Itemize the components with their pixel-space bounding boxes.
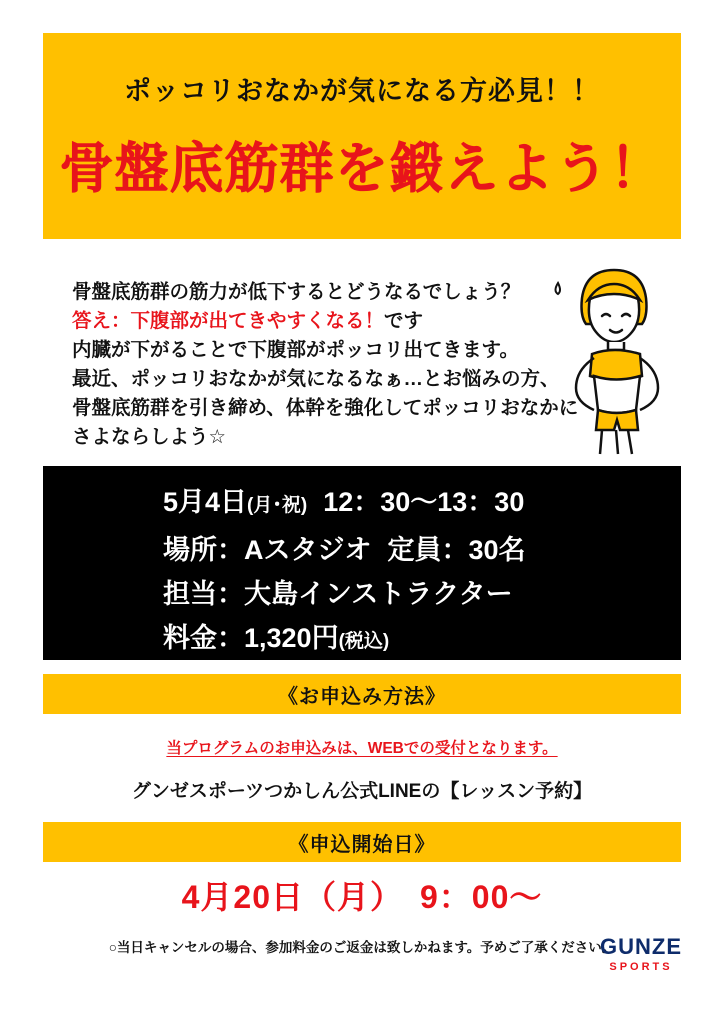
event-date-weekday: (月･祝) [247, 495, 308, 516]
event-fee-row [43, 616, 681, 664]
logo-main-text: GUNZE [600, 934, 682, 959]
apply-method-bar: 《お申込み方法》 [43, 674, 681, 714]
copy-line-5: 骨盤底筋群を引き締め、体幹を強化してポッコリおなかに [72, 397, 579, 419]
copy-line-2-suffix: です [384, 310, 424, 332]
event-place: 場所：Aスタジオ [163, 535, 372, 565]
event-details-box [43, 466, 681, 660]
event-capacity: 定員：30名 [387, 535, 526, 565]
body-copy [72, 278, 579, 452]
copy-line-1: 骨盤底筋群の筋力が低下するとどうなるでしょう？ [72, 281, 521, 303]
event-time: 12：30〜13：30 [323, 487, 525, 517]
event-date: 5月4日 [163, 487, 248, 517]
copy-line-2 [72, 307, 502, 336]
event-fee-note: (税込) [338, 631, 390, 652]
application-start-date: 4月20日（月） 9：00〜 [181, 879, 543, 915]
cancellation-note: ○当日キャンセルの場合、参加料金のご返金は致しかねます。予めご了承ください。 [108, 940, 616, 955]
application-start-bar: 《申込開始日》 [43, 822, 681, 862]
event-date-time-row [43, 480, 681, 528]
copy-line-6: さよならしよう☆ [72, 426, 226, 448]
page-title: 骨盤底筋群を鍛えよう！ [59, 139, 665, 199]
header-subtitle: ポッコリおなかが気になる方必見！！ [124, 76, 600, 106]
logo-sub-text: SPORTS [609, 961, 673, 973]
gunze-sports-logo [600, 936, 682, 973]
woman-hands-on-hips-icon [540, 258, 690, 458]
event-place-row [43, 528, 681, 572]
copy-line-2-emphasis: 答え：下腹部が出てきやすくなる！ [72, 310, 385, 332]
header-banner [43, 33, 681, 239]
event-instructor: 担当：大島インストラクター [163, 579, 513, 609]
apply-web-note: 当プログラムのお申込みは、WEBでの受付となります。 [166, 740, 558, 757]
copy-line-4: 最近、ポッコリおなかが気になるなぁ…とお悩みの方、 [72, 368, 560, 390]
apply-line-reservation: グンゼスポーツつかしん公式LINEの【レッスン予約】 [131, 781, 593, 802]
event-fee: 料金：1,320円 [163, 623, 339, 653]
copy-line-3: 内臓が下がることで下腹部がポッコリ出てきます。 [72, 339, 519, 361]
